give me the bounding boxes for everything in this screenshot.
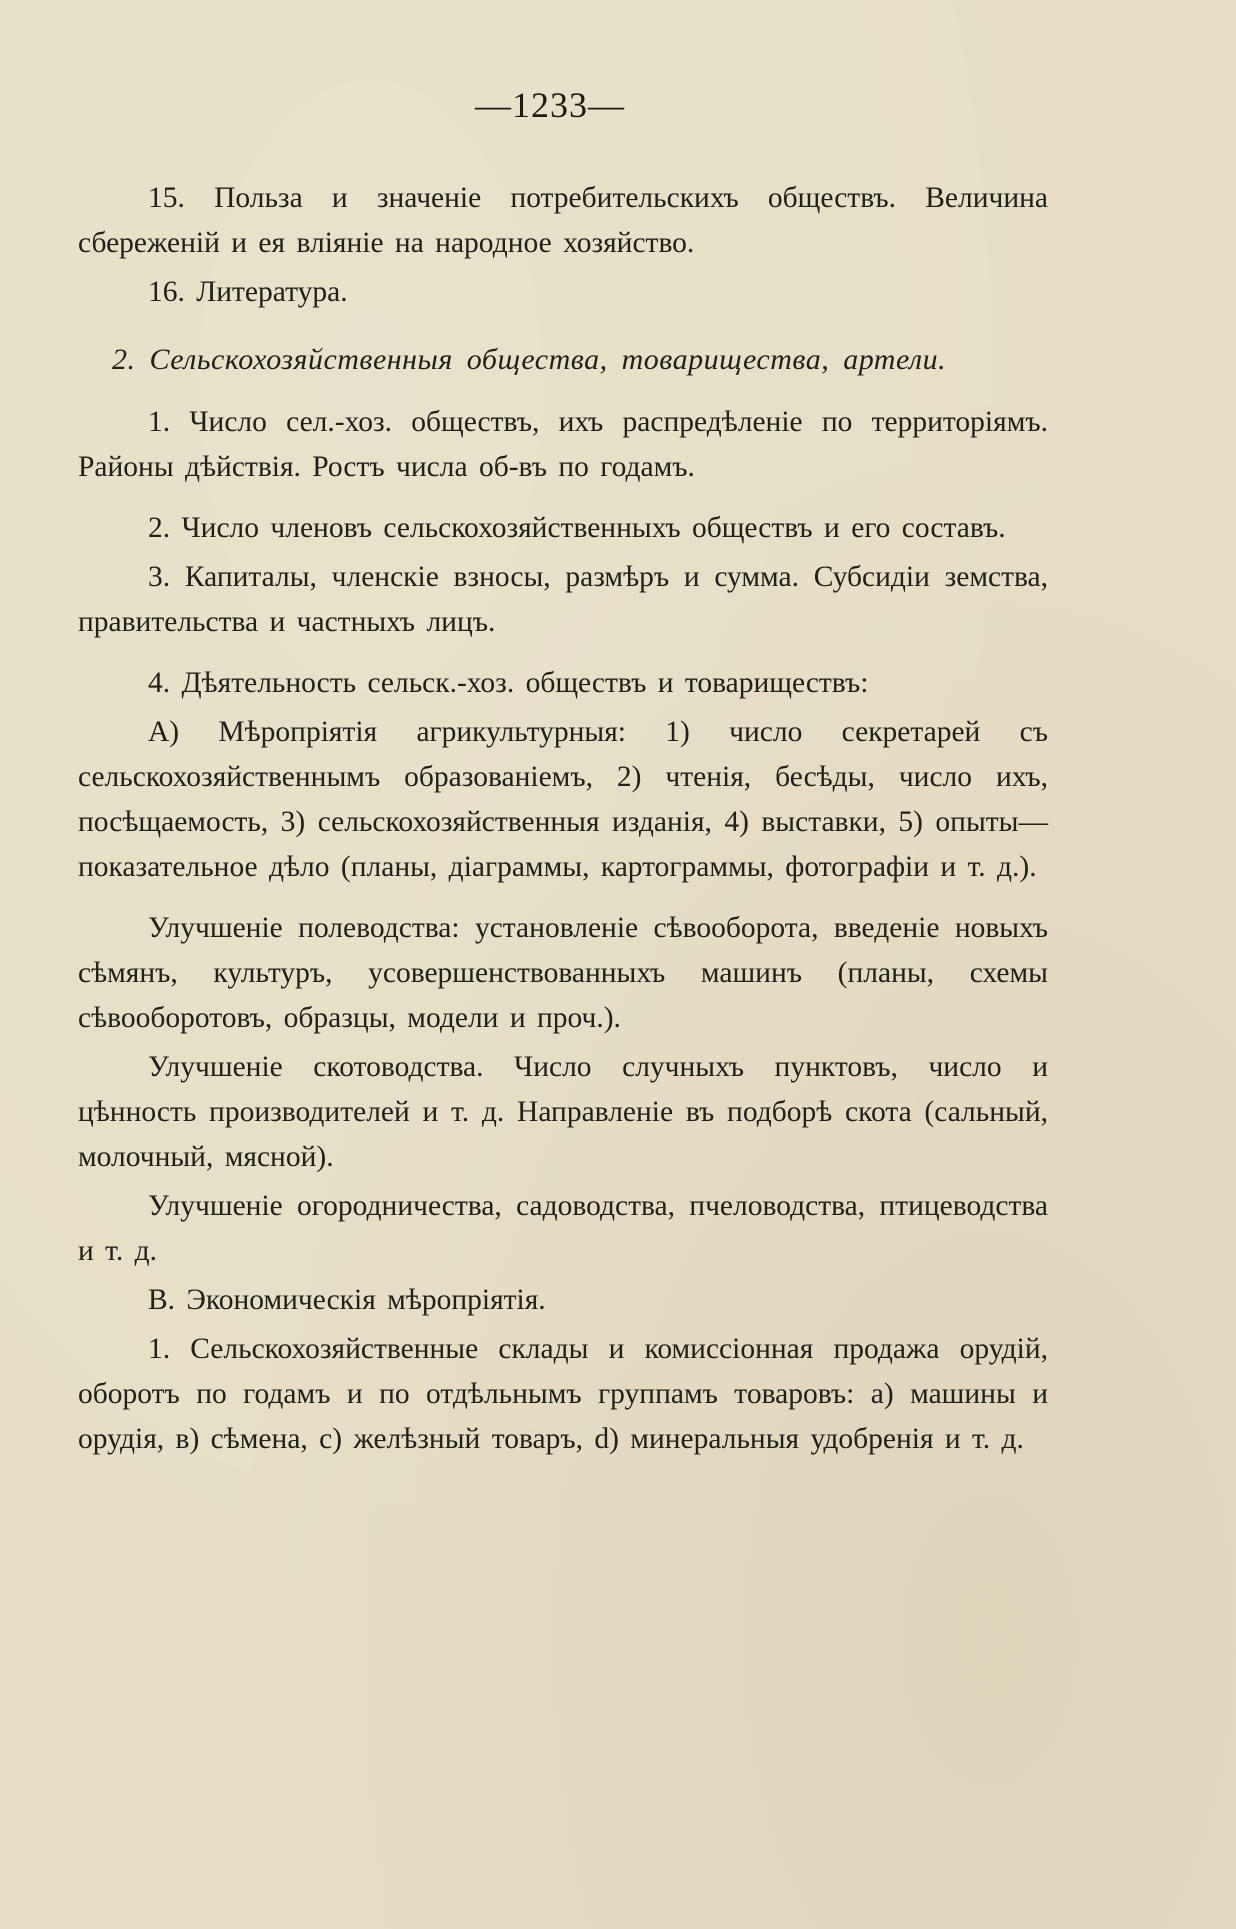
paragraph-agricultural-measures: А) Мѣропрiятiя агрикультурныя: 1) число секретарей съ сельскохозяйственнымъ образованiемъ, 2) чтенiя, бесѣды, число ихъ, посѣщаемость, 3) сельскохозяйственныя изданiя, 4) выставки, 5) опыты—показательное дѣло (планы, дiаграммы, картограммы, фотографiи и т. д.).: [78, 716, 1048, 883]
paragraph-field-improvement: Улучшенiе полеводства: установленiе сѣвооборота, введенiе новыхъ сѣмянъ, культуръ, усовершенствованныхъ машинъ (планы, схемы сѣвооборотовъ, образцы, модели и проч.).: [78, 912, 1048, 1034]
page-body: [78, 176, 1048, 1462]
section-heading: 2. Сельскохозяйственныя общества, товарищества, артели.: [112, 343, 947, 376]
paragraph-section-item-2: 2. Число членовъ сельскохозяйственныхъ обществъ и его составъ.: [148, 512, 1006, 544]
page-number: —1233—: [475, 85, 625, 125]
paragraph-economic-measures: В. Экономическiя мѣропрiятiя.: [148, 1284, 546, 1316]
paragraph-item-16: 16. Литература.: [148, 276, 348, 308]
paragraph-section-item-3: 3. Капиталы, членскiе взносы, размѣръ и сумма. Субсидiи земства, правительства и частныхъ лицъ.: [78, 561, 1048, 638]
paragraph-item-15: 15. Польза и значенiе потребительскихъ обществъ. Величина сбереженiй и ея влiянiе на народное хозяйство.: [78, 182, 1048, 259]
paragraph-economic-item-1: 1. Сельскохозяйственные склады и комиссiонная продажа орудiй, оборотъ по годамъ и по отдѣльнымъ группамъ товаровъ: а) машины и орудiя, в) сѣмена, с) желѣзный товаръ, d) минеральныя удобренiя и т. д.: [78, 1333, 1048, 1455]
paragraph-garden-improvement: Улучшенiе огородничества, садоводства, пчеловодства, птицеводства и т. д.: [78, 1190, 1048, 1267]
paragraph-cattle-improvement: Улучшенiе скотоводства. Число случныхъ пунктовъ, число и цѣнность производителей и т. д. Направленiе въ подборѣ скота (сальный, молочный, мясной).: [78, 1051, 1048, 1173]
paragraph-section-item-1: 1. Число сел.-хоз. обществъ, ихъ распредѣленiе по территорiямъ. Районы дѣйствiя. Ростъ числа об-въ по годамъ.: [78, 406, 1048, 483]
paragraph-section-item-4: 4. Дѣятельность сельск.-хоз. обществъ и товариществъ:: [148, 667, 869, 699]
